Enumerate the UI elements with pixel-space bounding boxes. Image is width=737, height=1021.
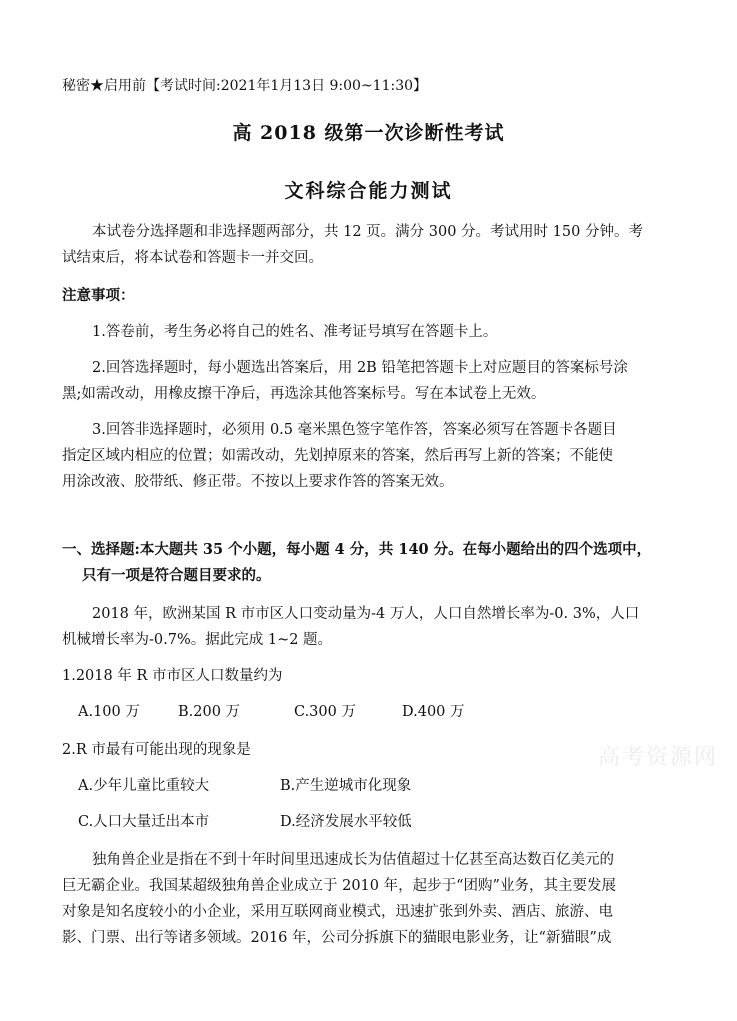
notes-item-2-line-1: 2.回答选择题时，每小题选出答案后，用 2B 铅笔把答题卡上对应题目的答案标号涂 <box>92 360 628 376</box>
passage-1-line-1: 2018 年，欧洲某国 R 市市区人口变动量为-4 万人，人口自然增长率为-0. 3%，人口 <box>92 606 640 622</box>
question-2-option-c: C.人口大量迁出本市 <box>78 814 210 830</box>
watermark: 高考资源网 <box>598 745 719 770</box>
intro-line-1: 本试卷分选择题和非选择题两部分，共 12 页。满分 300 分。考试用时 150 分钟。考 <box>92 224 643 240</box>
question-1-option-c: C.300 万 <box>294 704 356 720</box>
passage-2-line-4: 影、门票、出行等诸多领域。2016 年，公司分拆旗下的猫眼电影业务，让“新猫眼”成 <box>62 930 612 946</box>
section-1-heading-line-1: 一、选择题:本大题共 35 个小题，每小题 4 分，共 140 分。在每小题给出的四个选项中， <box>62 541 652 558</box>
section-1-heading-line-2: 只有一项是符合题目要求的。 <box>82 567 271 584</box>
exam-title: 高 2018 级第一次诊断性考试 <box>232 122 505 144</box>
passage-2-line-2: 巨无霸企业。我国某超级独角兽企业成立于 2010 年，起步于“团购”业务，其主要发展 <box>62 878 616 894</box>
notes-item-1: 1.答卷前，考生务必将自己的姓名、准考证号填写在答题卡上。 <box>92 324 498 340</box>
passage-2-line-1: 独角兽企业是指在不到十年时间里迅速成长为估值超过十亿甚至高达数百亿美元的 <box>92 852 614 868</box>
notes-heading: 注意事项： <box>62 287 135 304</box>
question-1-option-a: A.100 万 <box>78 704 140 720</box>
passage-1-line-2: 机械增长率为-0.7%。据此完成 1~2 题。 <box>62 632 333 648</box>
question-1-stem: 1.2018 年 R 市市区人口数量约为 <box>62 668 283 684</box>
exam-subtitle: 文科综合能力测试 <box>284 180 453 202</box>
question-1-option-d: D.400 万 <box>402 704 465 720</box>
notes-item-3-line-2: 指定区域内相应的位置；如需改动，先划掉原来的答案，然后再写上新的答案；不能使 <box>62 448 613 464</box>
notes-item-2-line-2: 黑;如需改动，用橡皮擦干净后，再选涂其他答案标号。写在本试卷上无效。 <box>62 386 546 402</box>
question-1-option-b: B.200 万 <box>178 704 241 720</box>
notes-item-3-line-3: 用涂改液、胶带纸、修正带。不按以上要求作答的答案无效。 <box>62 474 454 490</box>
intro-line-2: 试结束后，将本试卷和答题卡一并交回。 <box>62 250 323 266</box>
secret-exam-time-line: 秘密★启用前【考试时间:2021年1月13日 9:00~11:30】 <box>62 78 428 94</box>
passage-2-line-3: 对象是知名度较小的小企业，采用互联网商业模式，迅速扩张到外卖、酒店、旅游、电 <box>62 904 613 920</box>
question-2-option-b: B.产生逆城市化现象 <box>280 778 412 794</box>
question-2-option-d: D.经济发展水平较低 <box>280 814 412 830</box>
notes-item-3-line-1: 3.回答非选择题时，必须用 0.5 毫米黑色签字笔作答，答案必须写在答题卡各题目 <box>92 422 617 438</box>
question-2-stem: 2.R 市最有可能出现的现象是 <box>62 742 251 758</box>
question-2-option-a: A.少年儿童比重较大 <box>78 778 210 794</box>
